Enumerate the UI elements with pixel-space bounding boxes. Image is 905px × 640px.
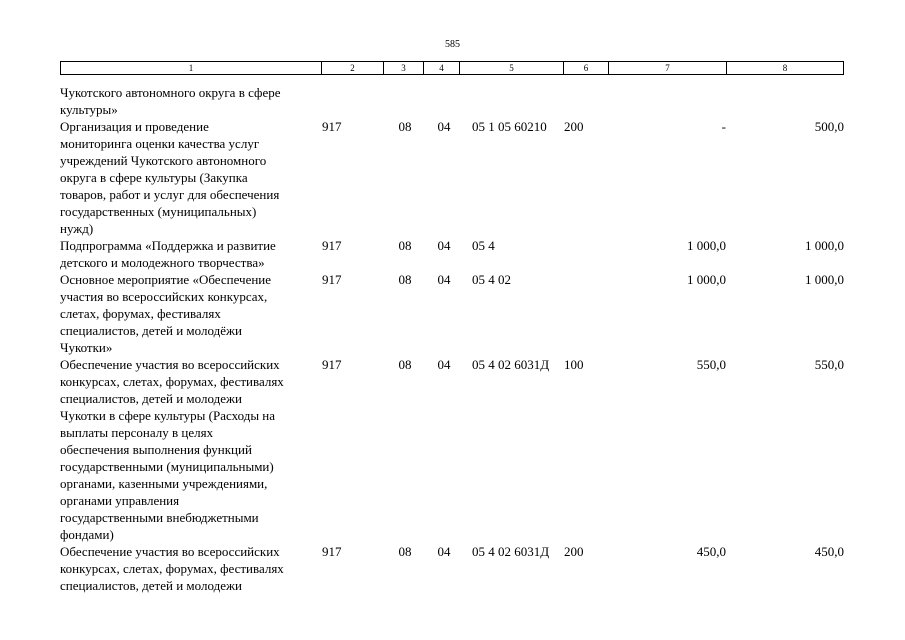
row-name-line: Чукотского автономного округа в сфере [60, 85, 281, 100]
section-code: 08 [398, 238, 412, 253]
expense-type-code: 100 [564, 357, 584, 372]
row-name-line: нужд) [60, 221, 94, 236]
expense-type-code: 200 [564, 119, 584, 134]
amount-col-8: 550,0 [814, 357, 844, 372]
row-name [60, 356, 322, 543]
subsection-code: 04 [437, 238, 451, 253]
row-name-line: фондами) [60, 527, 114, 542]
row-name-line: выплаты персоналу в целях [60, 425, 214, 440]
amount-col-7: 550,0 [696, 357, 726, 372]
section-code: 08 [398, 119, 412, 134]
amount-col-8: 1 000,0 [805, 272, 844, 287]
row-name [60, 84, 322, 118]
table-header [60, 61, 844, 75]
row-name-line: Чукотки в сфере культуры (Расходы на [60, 408, 276, 423]
row-name-line: округа в сфере культуры (Закупка [60, 170, 248, 185]
ministry-code: 917 [322, 272, 342, 287]
row-name-line: специалистов, детей и молодежи [60, 391, 242, 406]
row-name [60, 237, 322, 271]
page-number: 585 [445, 39, 460, 50]
target-article-code: 05 4 02 [472, 272, 511, 287]
ministry-code: 917 [322, 119, 342, 134]
row-name-line: товаров, работ и услуг для обеспечения [60, 187, 280, 202]
table-row [60, 543, 850, 594]
row-name-line: учреждений Чукотского автономного [60, 153, 267, 168]
table-row [60, 356, 850, 543]
row-name-line: Обеспечение участия во всероссийских [60, 544, 280, 559]
row-name-line: специалистов, детей и молодёжи [60, 323, 242, 338]
ministry-code: 917 [322, 357, 342, 372]
header-col-2: 2 [322, 62, 384, 74]
row-name-line: участия во всероссийских конкурсах, [60, 289, 268, 304]
table-row [60, 237, 850, 271]
target-article-code: 05 4 [472, 238, 495, 253]
table-row [60, 118, 850, 237]
row-name-line: обеспечения выполнения функций [60, 442, 252, 457]
section-code: 08 [398, 357, 412, 372]
amount-col-7: - [721, 119, 726, 134]
row-name-line: детского и молодежного творчества» [60, 255, 265, 270]
subsection-code: 04 [437, 119, 451, 134]
header-col-8: 8 [782, 63, 788, 73]
row-name [60, 118, 322, 237]
row-name-line: мониторинга оценки качества услуг [60, 136, 260, 151]
row-name-line: государственных (муниципальных) [60, 204, 257, 219]
amount-col-8: 1 000,0 [805, 238, 844, 253]
row-name-line: конкурсах, слетах, форумах, фестивалях [60, 374, 284, 389]
header-col-6: 6 [564, 62, 609, 74]
row-name-line: органами, казенными учреждениями, [60, 476, 268, 491]
amount-col-8: 500,0 [814, 119, 844, 134]
header-col-5: 5 [460, 62, 564, 74]
row-name-line: специалистов, детей и молодежи [60, 578, 242, 593]
header-col-3: 3 [384, 62, 424, 74]
expense-type-code: 200 [564, 544, 584, 559]
row-name-line: государственными внебюджетными [60, 510, 259, 525]
row-name-line: Обеспечение участия во всероссийских [60, 357, 280, 372]
subsection-code: 04 [437, 544, 451, 559]
header-col-7: 7 [609, 62, 727, 74]
amount-col-7: 450,0 [696, 544, 726, 559]
row-name-line: слетах, форумах, фестивалях [60, 306, 221, 321]
table-row [60, 271, 850, 356]
ministry-code: 917 [322, 238, 342, 253]
row-name-line: органами управления [60, 493, 180, 508]
row-name-line: Чукотки» [60, 340, 113, 355]
target-article-code: 05 4 02 6031Д [472, 357, 550, 372]
target-article-code: 05 4 02 6031Д [472, 544, 550, 559]
ministry-code: 917 [322, 544, 342, 559]
amount-col-8: 450,0 [814, 544, 844, 559]
subsection-code: 04 [437, 272, 451, 287]
row-name-line: конкурсах, слетах, форумах, фестивалях [60, 561, 284, 576]
table-row [60, 84, 850, 118]
section-code: 08 [398, 272, 412, 287]
row-name-line: государственными (муниципальными) [60, 459, 274, 474]
row-name [60, 543, 322, 594]
row-name [60, 271, 322, 356]
row-name-line: Организация и проведение [60, 119, 209, 134]
section-code: 08 [398, 544, 412, 559]
amount-col-7: 1 000,0 [687, 238, 726, 253]
row-name-line: культуры» [60, 102, 118, 117]
budget-table-body [60, 84, 850, 594]
header-col-4: 4 [424, 62, 460, 74]
row-name-line: Подпрограмма «Поддержка и развитие [60, 238, 276, 253]
header-col-1: 1 [61, 62, 322, 74]
amount-col-7: 1 000,0 [687, 272, 726, 287]
subsection-code: 04 [437, 357, 451, 372]
target-article-code: 05 1 05 60210 [472, 119, 547, 134]
row-name-line: Основное мероприятие «Обеспечение [60, 272, 272, 287]
